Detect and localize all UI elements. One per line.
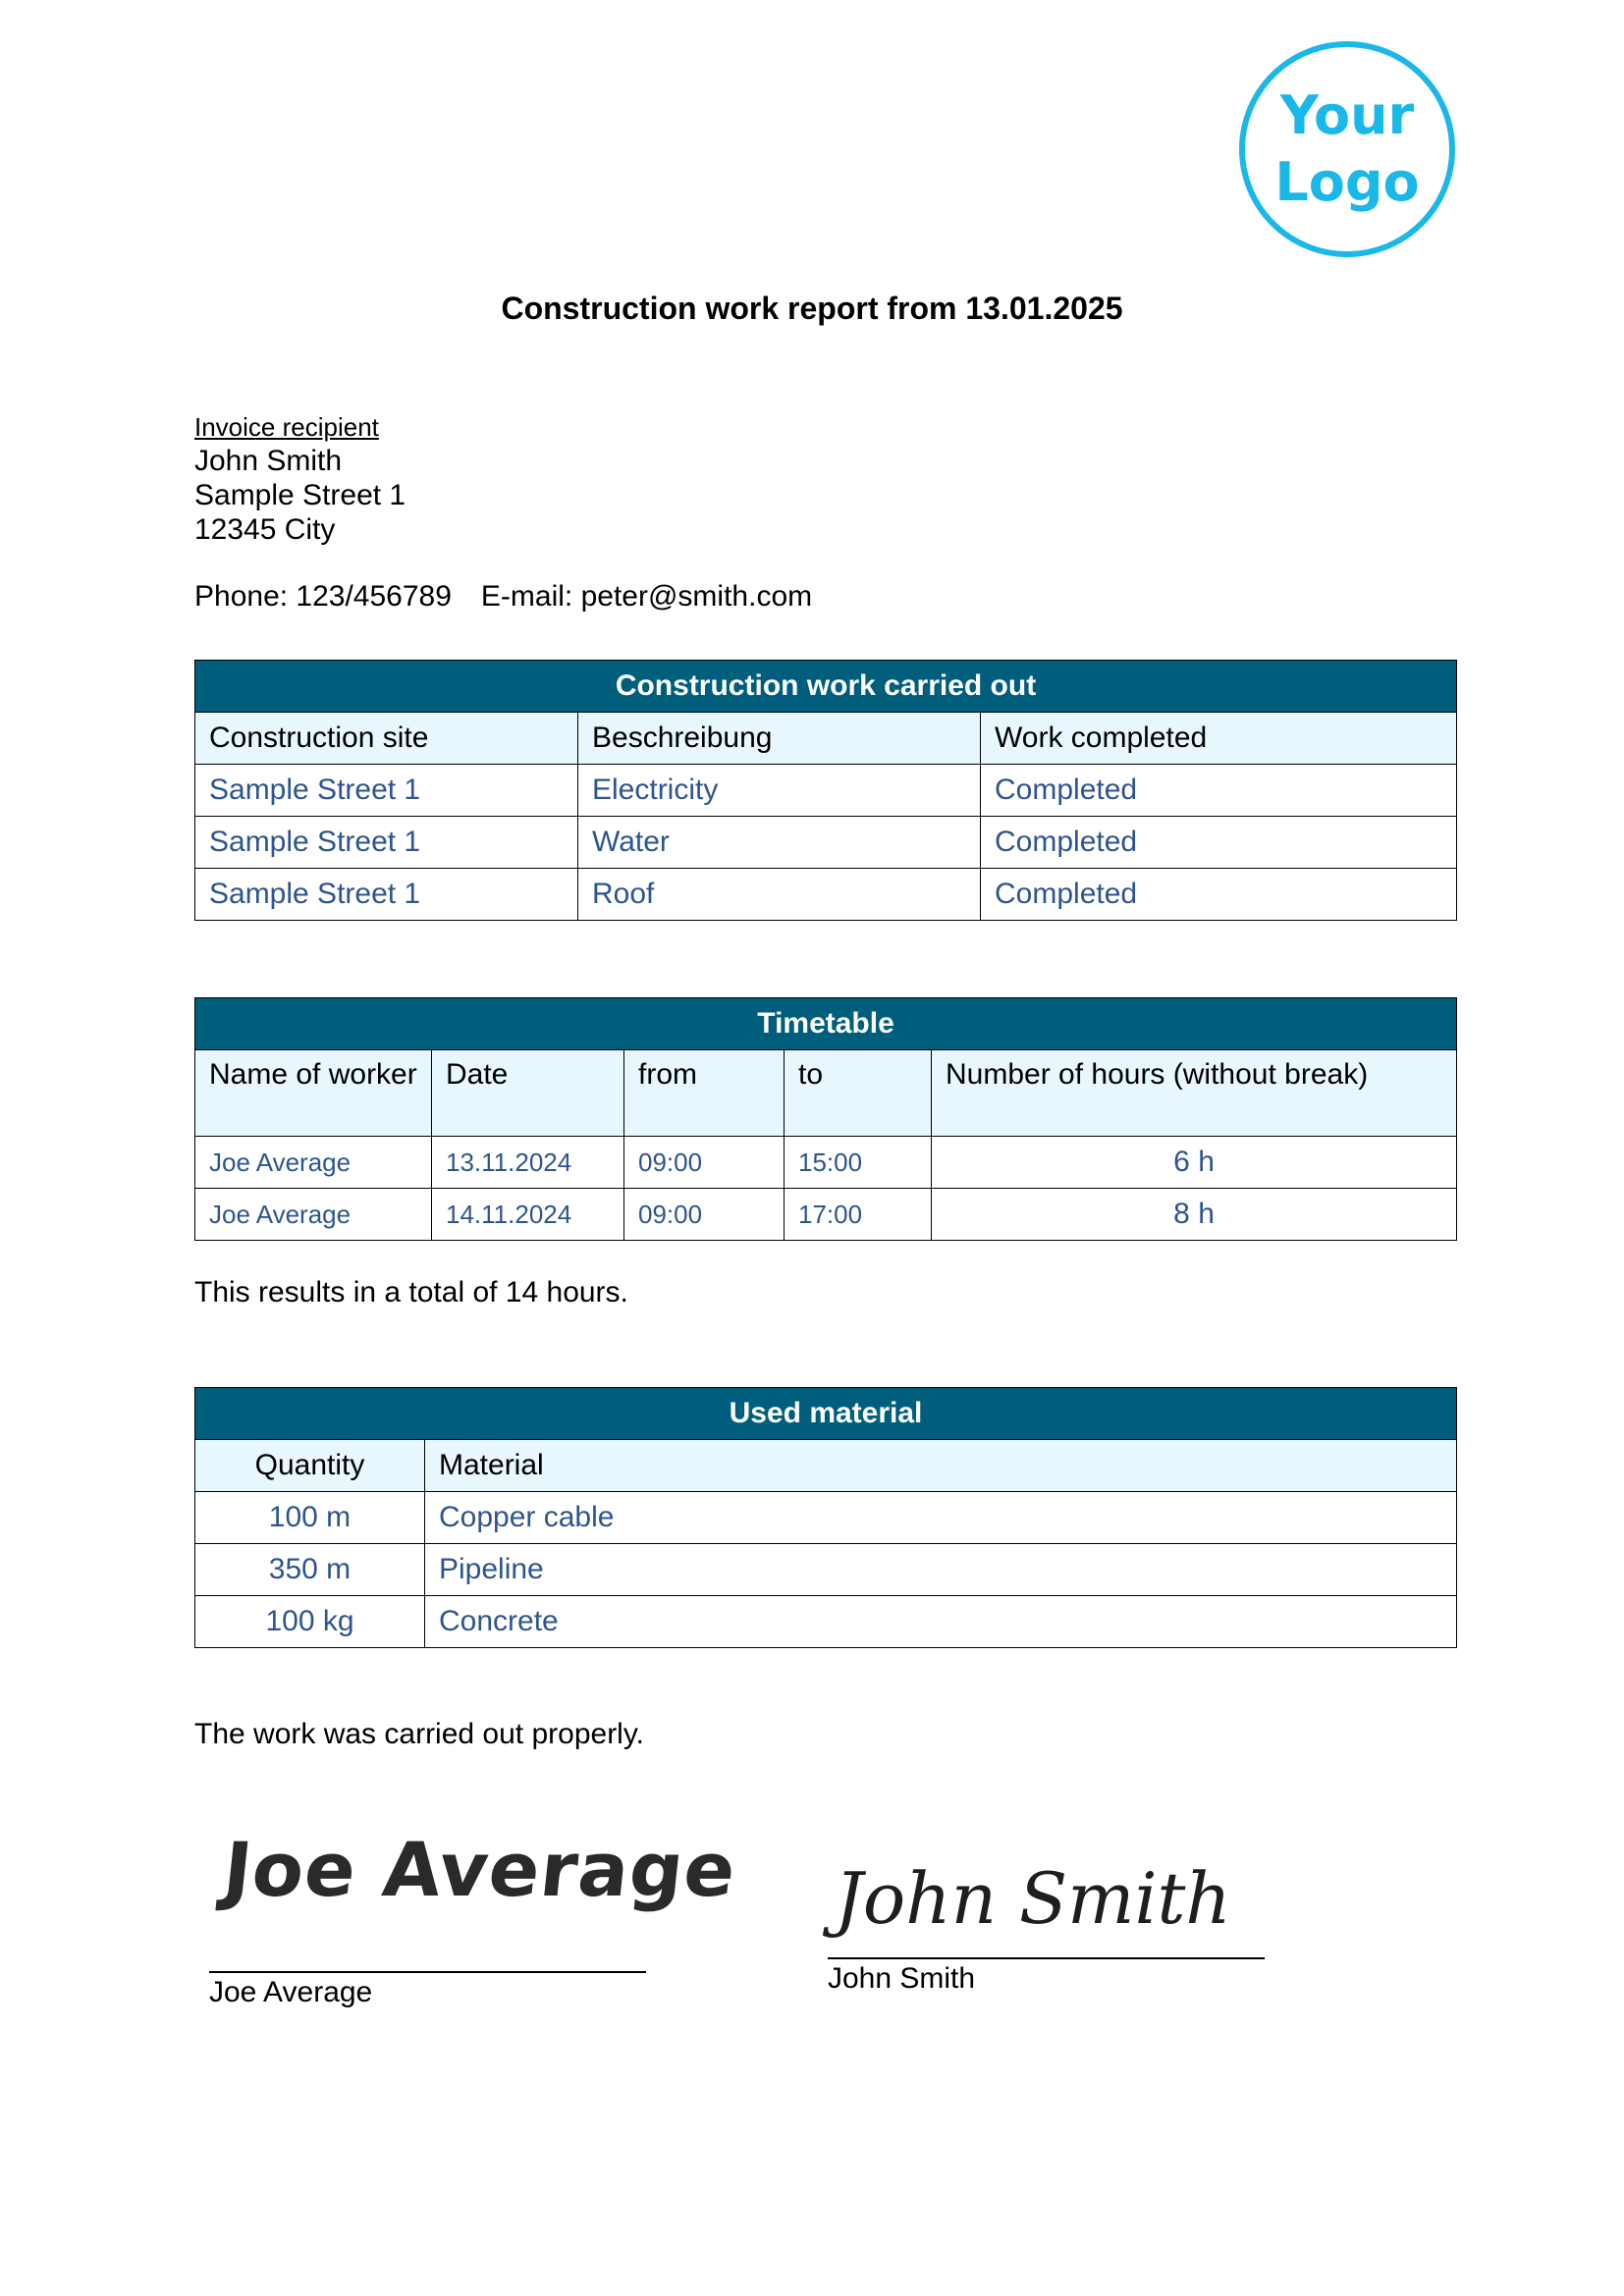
table-cell: Water	[578, 817, 981, 869]
logo-line-2: Logo	[1274, 151, 1420, 213]
table-row	[195, 817, 1457, 869]
column-header: Beschreibung	[578, 713, 981, 765]
table-cell: 8 h	[932, 1189, 1457, 1241]
material-table	[194, 1387, 1457, 1648]
table-cell: Completed	[981, 869, 1457, 921]
recipient-street: Sample Street 1	[194, 479, 406, 511]
table-cell: Sample Street 1	[195, 817, 578, 869]
column-header: to	[785, 1050, 932, 1137]
contact-line	[194, 580, 812, 614]
table-cell: 13.11.2024	[432, 1137, 624, 1189]
column-header: Material	[425, 1440, 1457, 1492]
column-header: Work completed	[981, 713, 1457, 765]
table-cell: 17:00	[785, 1189, 932, 1241]
table-cell: 6 h	[932, 1137, 1457, 1189]
table-cell: Roof	[578, 869, 981, 921]
table-cell: Joe Average	[195, 1137, 432, 1189]
closing-statement: The work was carried out properly.	[194, 1718, 644, 1750]
column-header: Number of hours (without break)	[932, 1050, 1457, 1137]
signature-john-smith: John Smith	[835, 1857, 1231, 1940]
column-header: Quantity	[195, 1440, 425, 1492]
table-cell: Pipeline	[425, 1544, 1457, 1596]
table-cell: 14.11.2024	[432, 1189, 624, 1241]
column-header: Date	[432, 1050, 624, 1137]
column-header: Construction site	[195, 713, 578, 765]
signature-joe-average: Joe Average	[219, 1826, 741, 1913]
table-cell: Completed	[981, 817, 1457, 869]
signer-name: John Smith	[828, 1962, 976, 1995]
table-row	[195, 1596, 1457, 1648]
table-cell: Joe Average	[195, 1189, 432, 1241]
document-title: Construction work report from 13.01.2025	[501, 291, 1123, 326]
signature-line	[828, 1957, 1265, 1959]
signer-name: Joe Average	[209, 1976, 373, 2008]
table-cell: Electricity	[578, 765, 981, 817]
table-row	[195, 1544, 1457, 1596]
column-header: Name of worker	[195, 1050, 432, 1137]
table-cell: Concrete	[425, 1596, 1457, 1648]
table-row	[195, 1189, 1457, 1241]
invoice-recipient-label: Invoice recipient	[194, 412, 379, 442]
timetable-title: Timetable	[195, 998, 1457, 1050]
table-cell: 100 m	[195, 1492, 425, 1544]
table-cell: 350 m	[195, 1544, 425, 1596]
table-row	[195, 869, 1457, 921]
email-text: E-mail: peter@smith.com	[480, 580, 813, 613]
phone-text: Phone: 123/456789	[194, 580, 452, 613]
work-table	[194, 660, 1457, 921]
table-cell: Sample Street 1	[195, 765, 578, 817]
table-row	[195, 1492, 1457, 1544]
column-header: from	[624, 1050, 785, 1137]
material-table-title: Used material	[195, 1388, 1457, 1440]
invoice-recipient-block	[194, 410, 406, 547]
table-cell: 100 kg	[195, 1596, 425, 1648]
table-cell: Sample Street 1	[195, 869, 578, 921]
table-cell: 15:00	[785, 1137, 932, 1189]
company-logo	[1239, 41, 1455, 257]
table-cell: Completed	[981, 765, 1457, 817]
table-header-row	[195, 1050, 1457, 1137]
table-row	[195, 765, 1457, 817]
table-cell: Copper cable	[425, 1492, 1457, 1544]
signature-line	[209, 1971, 646, 1973]
timetable	[194, 997, 1457, 1241]
total-hours-text: This results in a total of 14 hours.	[194, 1276, 628, 1308]
table-header-row	[195, 713, 1457, 765]
recipient-city: 12345 City	[194, 513, 336, 546]
table-header-row	[195, 1440, 1457, 1492]
table-cell: 09:00	[624, 1189, 785, 1241]
logo-line-1: Your	[1279, 84, 1415, 146]
recipient-name: John Smith	[194, 445, 343, 477]
table-cell: 09:00	[624, 1137, 785, 1189]
table-row	[195, 1137, 1457, 1189]
work-table-title: Construction work carried out	[195, 661, 1457, 713]
